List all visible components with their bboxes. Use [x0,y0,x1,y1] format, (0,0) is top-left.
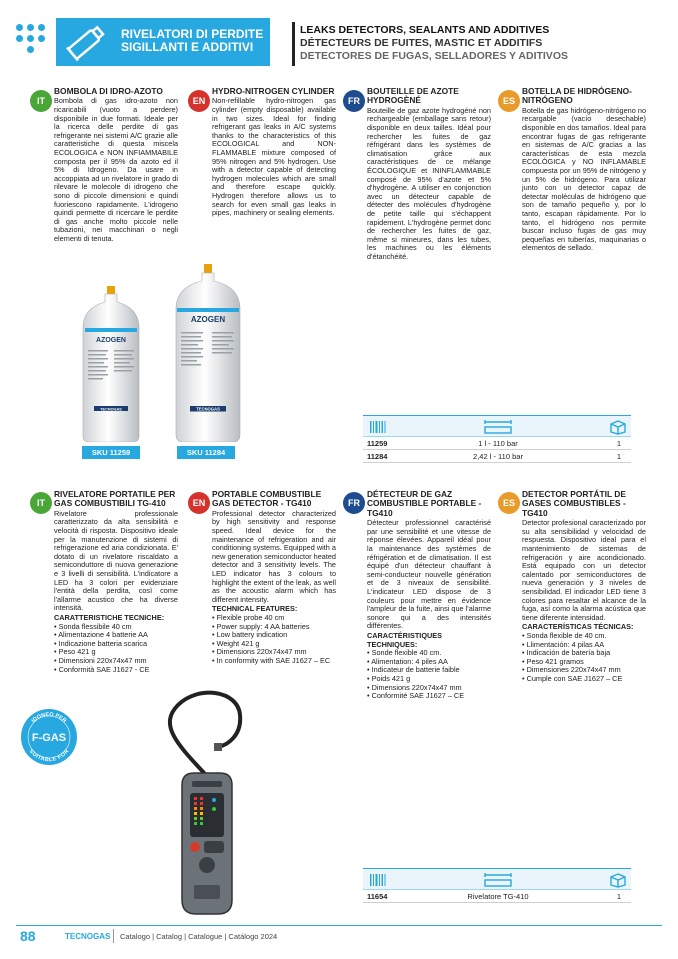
package-icon [609,419,627,435]
barcode-icon [369,419,387,435]
cylinder-small-label: AZOGEN [96,337,126,344]
header-separator [292,22,295,66]
fgas-main-text: F-GAS [31,732,67,744]
footer-catalog: Catalogo | Catalog | Catalogue | Catálogo 2024 [120,932,278,941]
tube-icon [58,18,114,66]
detector-image [148,685,266,917]
detector-features-title-fr: CARACTÉRISTIQUES TECHNIQUES: [367,630,442,649]
table-row: 11654 Rivelatore TG-410 1 [363,890,631,903]
lang-badge-en: EN [188,90,210,112]
footer-brand: TECNOGAS [65,932,111,941]
fgas-top-text: IDONEO PER [30,711,68,725]
detector-desc-en [212,490,336,666]
cylinder-title-fr: BOUTEILLE DE AZOTE HYDROGÈNÉ [367,86,459,106]
detector-body-en: Professional detector characterized by high sensitivity and response speed. Ideal device for the maintenance of refrigeration and air conditioning systems. Equipped with a new generation semiconductor heated detector and 3 sensitivity levels. The LED indicator has 3 colours to highlight the extent of the leak, as well as the acoustic alarm which has different intensity. [212,508,336,604]
cylinder-large-brand: TECNOGAS [196,406,220,412]
cylinder-large-image [172,264,244,442]
detector-features-it: • Sonda flessibile 40 cm • Alimentazione 4 batterie AA • Indicazione batteria scarica • Peso 421 g • Dimensioni 220x74x47 mm • Conformità SAE J1627 - CE [54,623,178,675]
lang-badge-es: ES [498,90,520,112]
cylinder-title-es: BOTELLA DE HIDRÓGENO-NITRÓGENO [522,86,632,106]
detector-features-title-es: CARACTERÍSTICAS TÉCNICAS: [522,622,634,632]
detector-features-es: • Sonda flexible de 40 cm. • Llimentación: 4 pilas AA • Indicación de batería baja • Peso 421 gramos • Dimensiones 220x74x47 mm • Cumple con SAE J1627 – CE [522,632,646,684]
measure-icon [483,872,513,888]
fgas-badge [20,708,78,766]
category-title-es: DETECTORES DE FUGAS, SELLADORES Y ADITIVOS [300,50,568,62]
cylinder-body-es: Botella de gas hidrógeno-nitrógeno no recargable (vacío desechable) disponible en dos tamaños. Ideal para encontrar fugas de gas refrigerante en sistemas de A/C gracias a las características de esta mezcla ECOLÓGICA y NO INFLAMABLE compuesta por un 95% de nitrógeno y un 5% de hidrógeno. Para utilizar junto con un detector capaz de detectar moléculas de hidrógeno que son de tamaño pequeño y, por lo tanto, escapan rápidamente. Por lo tanto, el hidrógeno nos permite buscar incluso fugas de gas muy pequeñas en tuberías, maquinarias o elementos de sellado. [522,105,646,253]
detector-features-title-it: CARATTERISTICHE TECNICHE: [54,612,165,622]
detector-title-fr: DÉTECTEUR DE GAZ COMBUSTIBLE PORTABLE - TG410 [367,489,482,518]
cylinder-desc-es [522,87,646,253]
lang-badge-it: IT [30,492,52,514]
detector-features-title-en: TECHNICAL FEATURES: [212,604,298,614]
lang-badge-en: EN [188,492,210,514]
lang-badge-fr: FR [343,492,365,514]
footer-rule [16,925,662,926]
brand-dots-icon [16,24,50,58]
cylinder-body-fr: Bouteille de gaz azote hydrogéné non rechargeable (emballage sans retour) disponible en deux tailles. Idéal pour rechercher les fuites de gaz réfrigérant dans les systèmes de climatisation grâce aux caractéristiques de ce mélange ÉCOLOGIQUE et ININFLAMMABLE composé de 95% d'azote et 5% d'hydrogène. A utiliser en conjonction avec un détecteur capable de détecter des molécules d'hydrogène de petite taille qui s'échappent rapidement. L'hydrogène permet donc de rechercher les fuites de gaz, même si mineures, dans les tubes, les machines ou les éléments d'étanchéité. [367,105,491,261]
cylinder-small-brand: TECNOGAS [100,407,122,412]
table-header [363,868,631,890]
detector-table [363,868,631,903]
category-title-fr: DÉTECTEURS DE FUITES, MASTIC ET ADDITIFS [300,37,543,49]
measure-icon [483,419,513,435]
detector-features-en: • Flexible probe 40 cm • Power supply: 4 AA batteries • Low battery indication • Weight 421 g • Dimensions 220x74x47 mm • In conformity with SAE J1627 – EC [212,614,336,666]
category-title-en: LEAKS DETECTORS, SEALANTS AND ADDITIVES [300,24,550,36]
sku-label-11284: SKU 11284 [177,446,235,459]
fgas-bottom-text: SUITABLE FOR [27,748,71,764]
cylinder-small-image [78,286,144,442]
detector-features-fr: • Sonde flexible 40 cm. • Alimentation: 4 piles AA • Indicateur de batterie faible • Poids 421 g • Dimensions 220x74x47 mm • Conformité SAE J1627 – CE [367,649,491,701]
cylinder-large-label: AZOGEN [190,315,226,324]
detector-title-es: DETECTOR PORTÁTIL DE GASES COMBUSTIBLES - TG410 [522,489,626,518]
cylinder-desc-it [54,87,178,244]
barcode-icon [369,872,387,888]
table-row: 11259 1 l - 110 bar 1 [363,437,631,450]
package-icon [609,872,627,888]
lang-badge-fr: FR [343,90,365,112]
lang-badge-it: IT [30,90,52,112]
detector-body-it: Rivelatore professionale caratterizzato da alta sensibilità e velocità di risposta. Dispositivo ideale per la manutenzione di sistemi di refrigerazione ed aria condizionata. E' dotato di un rivelatore riscaldato a semiconduttore di nuova generazione e 3 livelli di sensibilità. L'indicatore a LED ha 3 colori per evidenziare l'entità della perdita, così come l'allarme acustico che ha diverse intensità. [54,508,178,613]
cylinder-desc-en [212,87,336,218]
detector-body-es: Detector profesional caracterizado por su alta sensibilidad y velocidad de respuesta. Dispositivo ideal para el mantenimiento de sistemas de refrigeración y aire acondicionado. Está equipado con un detector calentado por semiconductores de nueva generación y 3 niveles de sensibilidad. El indicador LED tiene 3 colores para resaltar el alcance de la fuga, así como la alarma acústica que tiene diferente intensidad. [522,518,646,622]
cylinder-desc-fr [367,87,491,262]
category-titles [300,24,568,63]
detector-title-en: PORTABLE COMBUSTIBLE GAS DETECTOR - TG410 [212,489,322,509]
page-number: 88 [20,928,36,944]
detector-desc-it [54,490,178,674]
cylinder-table [363,415,631,463]
category-title-it: RIVELATORI DI PERDITE SIGILLANTI E ADDITIVI [121,27,264,54]
footer-divider [113,929,114,943]
cylinder-title-en: HYDRO-NITROGEN CYLINDER [212,86,335,96]
lang-badge-es: ES [498,492,520,514]
cylinder-title-it: BOMBOLA DI IDRO-AZOTO [54,86,163,96]
detector-body-fr: Détecteur professionnel caractérisé par une sensibilité et une vitesse de réponse élevées. Appareil idéal pour la maintenance des systèmes de réfrigération et de climatisation. Il est équipé d'un détecteur chauffant à semi-conducteur nouvelle génération et de 3 niveaux de sensibilité. L'indicateur LED dispose de 3 couleurs pour mettre en évidence l'ampleur de la fuite, ainsi que l'alarme sonore qui a des intensités différentes. [367,518,491,631]
detector-desc-es [522,490,646,684]
table-row: 11284 2,42 l - 110 bar 1 [363,450,631,463]
detector-title-it: RIVELATORE PORTATILE PER GAS COMBUSTIBILI TG-410 [54,489,176,509]
cylinder-body-it: Bombola di gas idro-azoto non ricaricabili (vuoto a perdere) disponibile in due formati. Ideale per la ricerca delle perdite di gas refrigerante nei sistemi A/C grazie alle caratteristiche di questa miscela ECOLOGICA e NON INFIAMMABILE composta per il 95% da azoto ed il 5% di Idrogeno. Da usare in accoppiata ad un rivelatore in grado di rilevare le molecole di idrogeno che sono di piccole dimensioni e quindi fuoriescono rapidamente. L'idrogeno quindi permette di ricercare le perdite di gas anche molto piccole nelle tubazioni, nei macchinari o negli elementi di tenuta. [54,96,178,243]
cylinder-body-en: Non-refillable hydro-nitrogen gas cylinder (empty disposable) available in two sizes. Ideal for finding refrigerant gas leaks in A/C systems thanks to the characteristics of this ECOLOGICAL and NON-FLAMMABLE mixture composed of 95% nitrogen and 5% hydrogen. Use with a detector capable of detecting hydrogen molecules which are small and therefore escape quickly. Hydrogen therefore allows us to search for even small gas leaks in pipes, machinery or sealing elements. [212,96,336,218]
table-header [363,415,631,437]
sku-label-11259: SKU 11259 [82,446,140,459]
detector-desc-fr [367,490,491,701]
